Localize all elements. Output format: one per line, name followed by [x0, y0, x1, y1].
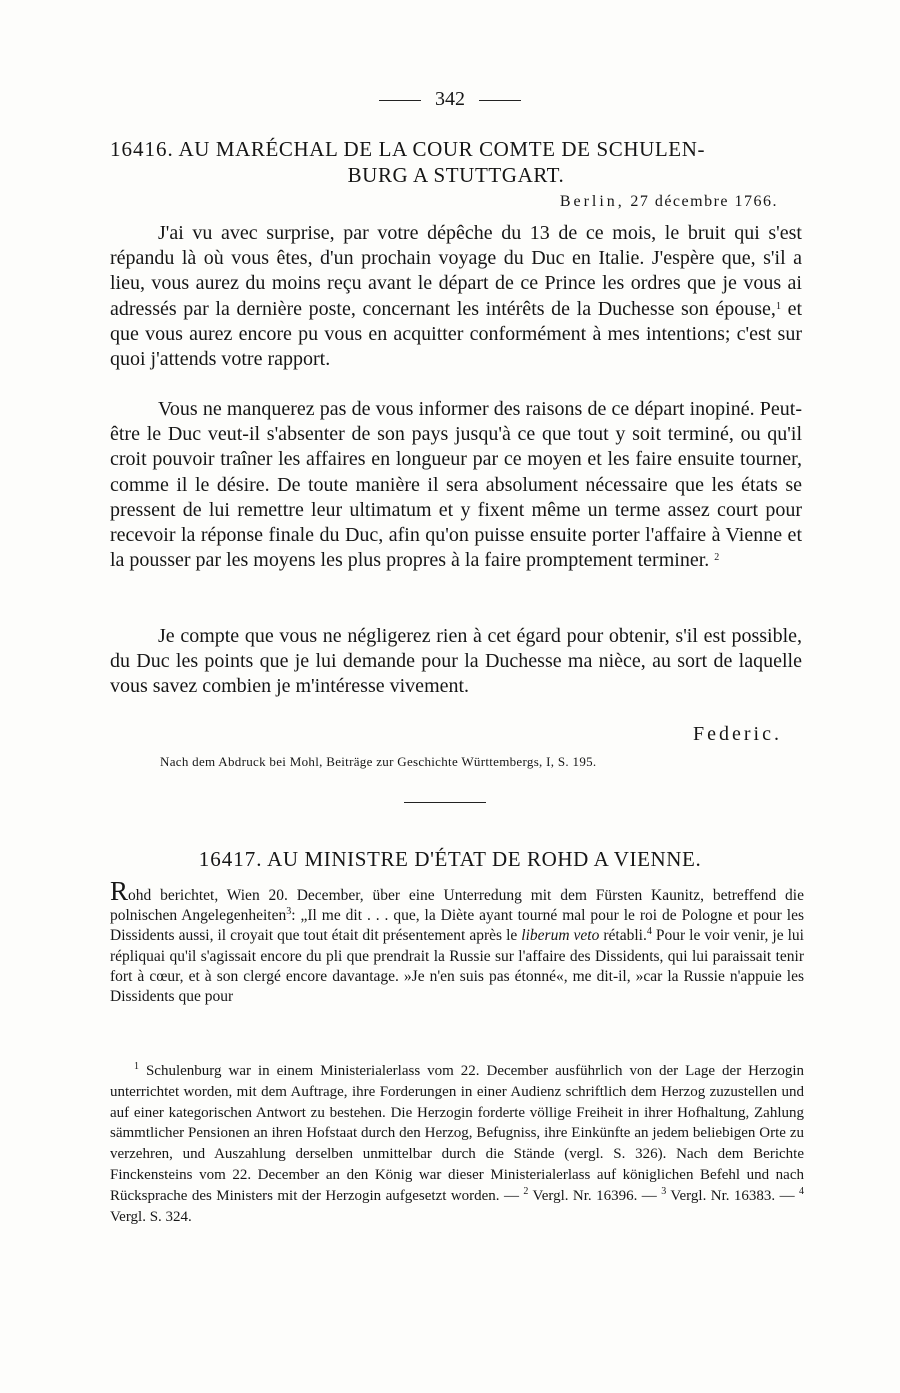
letter-title-line2: BURG A STUTTGART. — [347, 163, 565, 187]
paragraph-2-text: Vous ne manquerez pas de vous informer des raisons de ce départ inopiné. Peut-être le Duc veut-il s'absenter de son pays jusqu'à ce que tout y soit terminé, ou qu'il croit pouvoir traîner les affaires en longueur par ce moyen et les faire ensuite tourner, comme il le désire. De toute manière il sera absolument nécessaire que les états se pressent de lui remettre leur ultimatum et y fixent même un terme assez court pour recevoir la réponse finale du Duc, afin qu'on puisse ensuite porter l'affaire à Vienne et la pousser par les moyens les plus propres à la faire promptement terminer. — [110, 398, 802, 572]
footnote-marker-1: 1 — [134, 1061, 139, 1072]
paragraph-3-text: Je compte que vous ne négligerez rien à cet égard pour obtenir, s'il est possible, du Duc les points que je lui demande pour la Duchesse ma nièce, au sort de laquelle vous savez combien je m'intéresse vivement. — [110, 625, 802, 698]
footnote-marker-4: 4 — [799, 1185, 805, 1197]
letter-paragraph-1 — [110, 221, 802, 372]
section-separator — [404, 802, 486, 803]
footnote-3-text: Vergl. Nr. 16383. — — [670, 1187, 795, 1204]
footnote-marker-3: 3 — [661, 1185, 667, 1197]
letter-16417-body — [110, 876, 804, 1007]
body-text-a: ohd berichtet, Wien 20. December, über eine Unterredung mit dem Fürsten Kaunitz, betreffend die polnischen Angelegenheiten — [110, 887, 804, 925]
footnote-ref-2: 2 — [714, 552, 720, 564]
letter-number: 16416. — [110, 137, 174, 161]
body-text-b: : „Il me dit . . . que, la Diète ayant tourné mal pour le roi de Pologne et pour les Dissidents aussi, il croyait que tout était dit présentement après le — [110, 907, 804, 945]
source-note: Nach dem Abdruck bei Mohl, Beiträge zur Geschichte Württembergs, I, S. 195. — [160, 754, 597, 769]
letter-number: 16417. — [198, 847, 263, 871]
italic-phrase: liberum veto — [521, 927, 600, 945]
letter-title-line1: AU MARÉCHAL DE LA COUR COMTE DE SCHULEN- — [178, 137, 706, 161]
footnote-marker-2: 2 — [523, 1185, 529, 1197]
page-number-rule-left — [379, 100, 421, 101]
page-number-rule-right — [479, 100, 521, 101]
footnote-1-text: Schulenburg war in einem Ministerialerlass vom 22. December ausführlich von der Lage der Herzogin unterrichtet worden, mit dem Auftrage, ihre Forderungen in einer Audienz schriftlich dem Herzog zuzustellen und auf einer kategorischen Antwort zu bestehen. Die Herzogin forderte völlige Freiheit in ihrer Hofhaltung, Zahlung sämmtlicher Pensionen an ihren Hofstaat durch den Herzog, Befugniss, ihre Einkünfte an jedem beliebigen Orte zu verzehren, und Auszahlung derselben unmittelbar durch die Stände (vergl. S. 326). Nach dem Berichte Finckensteins vom 22. December an den König war dieser Ministerialerlass auf königlichen Befehl und nach Rücksprache des Ministers mit der Herzogin aufgesetzt worden. — — [110, 1063, 804, 1204]
letter-16416-heading — [110, 136, 802, 188]
dateline-place: Berlin, — [559, 193, 625, 210]
signature: Federic. — [693, 723, 782, 745]
footnote-ref-3: 3 — [286, 906, 292, 918]
body-text-d: Pour le voir venir, je lui répliquai qu'il s'agissait encore du pli que prendrait la Russie sur l'affaire des Dissidents, qui lui paraissait tenir fort à cœur, et à son clergé encore davantage. »Je n'en suis pas étonné«, me dit-il, »car la Russie n'appuie les Dissidents que pour — [110, 927, 804, 1006]
page-number-line — [0, 88, 900, 111]
footnote-2-text: Vergl. Nr. 16396. — [532, 1187, 638, 1204]
letter-paragraph-2 — [110, 397, 802, 573]
paragraph-1-tail: et que vous aurez encore pu vous en acquitter conformément à mes intentions; c'est sur quoi j'attends votre rapport. — [110, 297, 802, 371]
footnote-ref-1: 1 — [775, 300, 781, 312]
paragraph-1-text: J'ai vu avec surprise, par votre dépêche du 13 de ce mois, le bruit qui s'est répandu là où vous êtes, d'un prochain voyage du Duc en Italie. J'espère que, s'il a lieu, vous aurez du moins reçu avant le départ de ce Prince les ordres que je vous ai adressés par la dernière poste, concernant les intérêts de la Duchesse son épouse, — [110, 222, 802, 320]
dateline — [560, 193, 778, 211]
letter-title: AU MINISTRE D'ÉTAT DE ROHD A VIENNE. — [267, 847, 702, 871]
footnotes — [110, 1061, 804, 1227]
letter-paragraph-3 — [110, 624, 802, 700]
letter-16417-heading — [0, 846, 900, 872]
footnote-separator: — — [641, 1187, 657, 1204]
body-text-c: rétabli. — [599, 927, 647, 945]
footnote-ref-4: 4 — [646, 926, 652, 938]
page-number: 342 — [435, 88, 465, 110]
dateline-date: 27 décembre 1766. — [630, 193, 778, 210]
initial-letter: R — [110, 876, 129, 906]
footnote-4-text: Vergl. S. 324. — [110, 1208, 192, 1225]
